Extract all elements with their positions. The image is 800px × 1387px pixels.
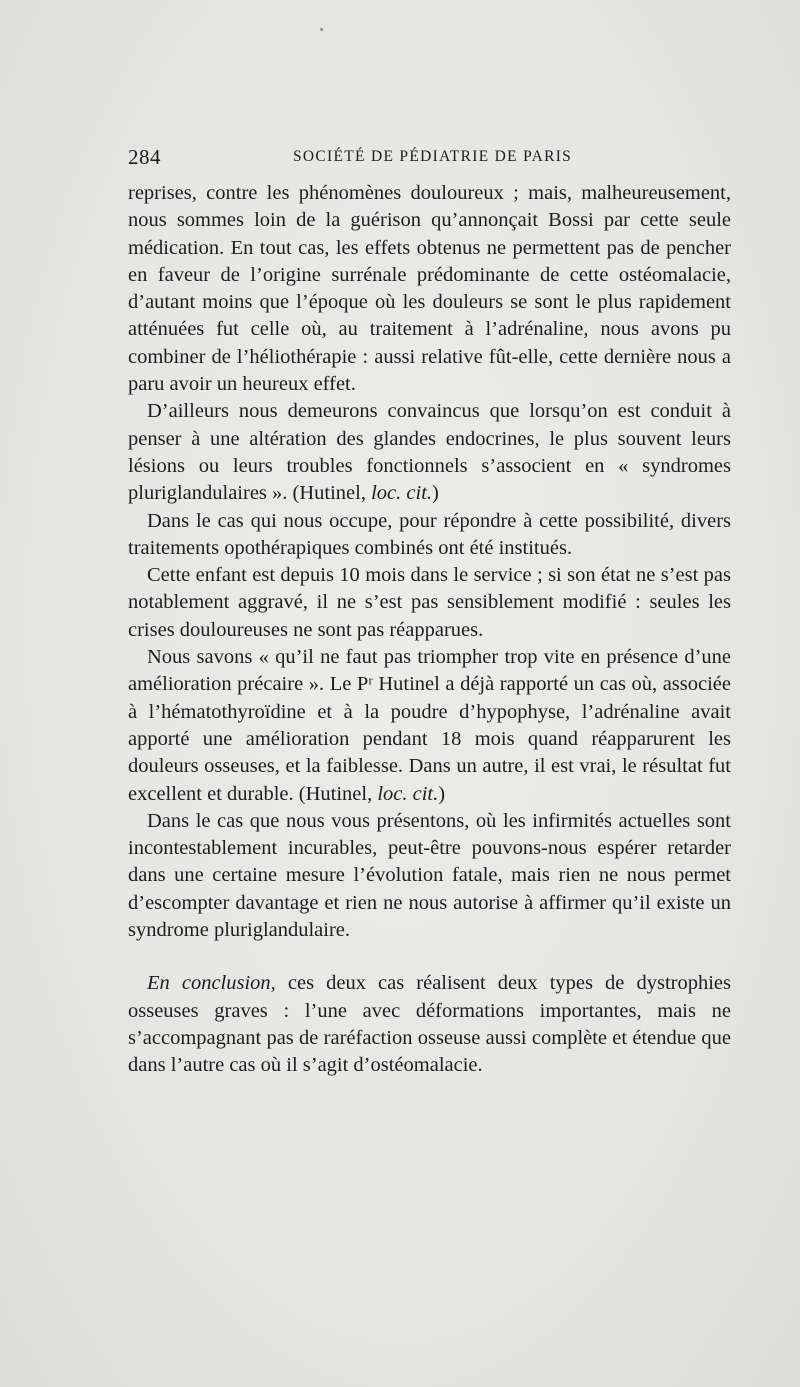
page-number: 284 — [128, 145, 161, 169]
paragraph-2-end: ) — [432, 482, 439, 505]
scan-speck — [320, 28, 323, 31]
body-text — [128, 180, 731, 1080]
running-head: SOCIÉTÉ DE PÉDIATRIE DE PARIS — [293, 148, 573, 165]
paragraph-1: reprises, contre les phénomènes douloureux ; mais, malheureusement, nous sommes loin de la guérison qu’annonçait Bossi par cette seule médication. En tout cas, les effets obtenus ne permettent pas de pencher en faveur de l’origine surrénale prédominante de cette ostéomalacie, d’autant moins que l’époque où les douleurs se sont le plus rapidement atténuées fut celle où, au traitement à l’adrénaline, nous avons pu combiner de l’héliothérapie : aussi relative fût-elle, cette dernière nous a paru avoir un heureux effet. — [128, 182, 731, 396]
paragraph-2-text: D’ailleurs nous demeurons convaincus que lorsqu’on est conduit à penser à une altération des glandes endocrines, le plus souvent leurs lésions ou leurs troubles fonctionnels s’associent en « syndromes pluriglandulaires ». (Hutinel, — [128, 400, 731, 505]
paragraph-conclusion — [128, 970, 731, 1079]
conclusion-text: ces deux cas réalisent deux types de dystrophies osseuses graves : l’une avec déformations importantes, mais ne s’accompagnant pas de raréfaction osseuse aussi complète et étendue que dans l’autre cas où il s’agit d’ostéomalacie. — [128, 972, 731, 1077]
page-header — [128, 145, 728, 169]
paragraph-5-text: Nous savons « qu’il ne faut pas triompher trop vite en présence d’une amélioration précaire ». Le Pʳ Hutinel a déjà rapporté un cas où, associée à l’hématothyroïdine et à la poudre d’hypophyse, l’adrénaline avait apporté une amélioration pendant 18 mois quand réapparurent les douleurs osseuses, et la faiblesse. Dans un autre, il est vrai, le résultat fut excellent et durable. (Hutinel, — [128, 646, 731, 805]
paragraph-4: Cette enfant est depuis 10 mois dans le service ; si son état ne s’est pas notablement aggravé, il ne s’est pas sensiblement modifié : seules les crises douloureuses ne sont pas réapparues. — [128, 564, 731, 641]
citation-loc-cit: loc. cit. — [377, 782, 439, 805]
paragraph-3: Dans le cas qui nous occupe, pour répondre à cette possibilité, divers traitements opothérapiques combinés ont été institués. — [128, 509, 731, 559]
paragraph-6: Dans le cas que nous vous présentons, où les infirmités actuelles sont incontestablement incurables, peut-être pouvons-nous espérer retarder dans une certaine mesure l’évolution fatale, mais rien ne nous permet d’escompter davantage et rien ne nous autorise à affirmer qu’il existe un syndrome pluriglandulaire. — [128, 809, 731, 942]
conclusion-lead: En conclusion, — [147, 972, 276, 995]
citation-loc-cit: loc. cit. — [371, 482, 433, 505]
paragraph-5-end: ) — [438, 782, 446, 805]
paragraph-2 — [128, 398, 731, 507]
paragraph-5 — [128, 644, 731, 808]
